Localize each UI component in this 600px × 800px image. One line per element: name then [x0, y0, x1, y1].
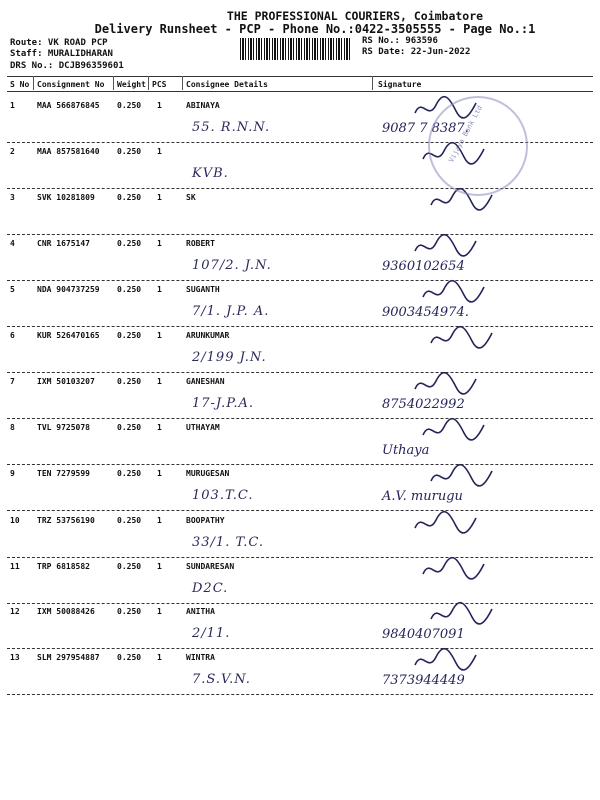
row-consignment-no: TRP 6818582: [37, 562, 90, 571]
row-weight: 0.250: [117, 562, 142, 571]
row-sno: 2: [10, 147, 15, 156]
signature-scribble: [418, 279, 488, 305]
row-signature-text: 9087 7 8387.: [382, 121, 469, 136]
row-sno: 7: [10, 377, 15, 386]
signature-scribble: [410, 510, 480, 536]
signature-scribble: [418, 417, 488, 443]
row-weight: 0.250: [117, 285, 142, 294]
row-signature-text: A.V. murugu: [382, 489, 463, 504]
row-pcs: 1: [157, 653, 162, 662]
row-pcs: 1: [157, 331, 162, 340]
col-signature: Signature: [378, 80, 422, 89]
row-divider: [7, 603, 593, 604]
row-consignee-name: ANITHA: [186, 607, 215, 616]
row-divider: [7, 510, 593, 511]
signature-scribble: [410, 647, 480, 673]
signature-scribble: [418, 556, 488, 582]
row-consignee-name: GANESHAN: [186, 377, 225, 386]
row-weight: 0.250: [117, 653, 142, 662]
row-consignee-name: UTHAYAM: [186, 423, 220, 432]
row-divider: [7, 326, 593, 327]
col-pcs: PCS: [152, 80, 167, 89]
row-pcs: 1: [157, 562, 162, 571]
row-signature-text: 8754022992: [382, 397, 465, 412]
row-consignee-address: 55. R.N.N.: [192, 120, 271, 135]
drs-label: DRS No.: DCJB96359601: [10, 61, 124, 71]
row-consignee-address: 103.T.C.: [192, 488, 254, 503]
row-signature-text: 9840407091: [382, 627, 465, 642]
row-sno: 8: [10, 423, 15, 432]
row-sno: 1: [10, 101, 15, 110]
row-consignment-no: IXM 50103207: [37, 377, 95, 386]
row-weight: 0.250: [117, 147, 142, 156]
row-divider: [7, 418, 593, 419]
row-divider: [7, 188, 593, 189]
row-weight: 0.250: [117, 331, 142, 340]
row-divider: [7, 694, 593, 695]
row-consignee-address: D2C.: [192, 581, 229, 596]
row-weight: 0.250: [117, 469, 142, 478]
row-consignee-address: 7/1. J.P. A.: [192, 304, 270, 319]
row-sno: 3: [10, 193, 15, 202]
row-signature-text: 7373944449: [382, 673, 465, 688]
row-pcs: 1: [157, 516, 162, 525]
row-consignee-address: 17-J.P.A.: [192, 396, 255, 411]
row-consignee-name: WINTRA: [186, 653, 215, 662]
col-sno: S No: [10, 80, 30, 89]
row-pcs: 1: [157, 193, 162, 202]
bank-seal-text: Vijaya Bank Ltd: [447, 104, 484, 164]
col-weight: Weight: [117, 80, 146, 89]
rs-date: RS Date: 22-Jun-2022: [362, 47, 471, 57]
row-signature-text: 9360102654: [382, 259, 465, 274]
row-consignee-name: SK: [186, 193, 196, 202]
row-sno: 10: [10, 516, 20, 525]
row-consignee-address: 2/199 J.N.: [192, 350, 267, 365]
signature-scribble: [426, 601, 496, 627]
row-consignee-address: KVB.: [192, 166, 229, 181]
row-consignment-no: MAA 857581640: [37, 147, 100, 156]
row-signature-text: Uthaya: [382, 443, 430, 458]
row-signature-text: 9003454974.: [382, 305, 469, 320]
row-consignee-name: SUNDARESAN: [186, 562, 235, 571]
row-pcs: 1: [157, 423, 162, 432]
row-consignment-no: TVL 9725078: [37, 423, 90, 432]
row-pcs: 1: [157, 377, 162, 386]
row-consignment-no: SVK 10281809: [37, 193, 95, 202]
row-sno: 9: [10, 469, 15, 478]
row-weight: 0.250: [117, 239, 142, 248]
row-consignment-no: CNR 1675147: [37, 239, 90, 248]
row-divider: [7, 280, 593, 281]
row-divider: [7, 557, 593, 558]
row-divider: [7, 464, 593, 465]
row-consignee-name: MURUGESAN: [186, 469, 230, 478]
col-consignee: Consignee Details: [186, 80, 268, 89]
row-sno: 4: [10, 239, 15, 248]
row-consignee-address: 107/2. J.N.: [192, 258, 272, 273]
row-consignment-no: KUR 526470165: [37, 331, 100, 340]
row-weight: 0.250: [117, 101, 142, 110]
row-consignee-name: BOOPATHY: [186, 516, 225, 525]
row-pcs: 1: [157, 469, 162, 478]
col-consignment: Consignment No: [37, 80, 105, 89]
row-weight: 0.250: [117, 516, 142, 525]
rs-number: RS No.: 963596: [362, 36, 438, 46]
row-consignee-name: ROBERT: [186, 239, 215, 248]
row-sno: 5: [10, 285, 15, 294]
signature-scribble: [426, 463, 496, 489]
row-consignment-no: IXM 50088426: [37, 607, 95, 616]
company-title: THE PROFESSIONAL COURIERS, Coimbatore: [226, 9, 484, 23]
header-bottom-rule: [7, 91, 593, 92]
signature-scribble: [426, 325, 496, 351]
row-sno: 12: [10, 607, 20, 616]
row-consignee-name: ARUNKUMAR: [186, 331, 230, 340]
row-pcs: 1: [157, 101, 162, 110]
runsheet-subtitle: Delivery Runsheet - PCP - Phone No.:0422-3505555 - Page No.:1: [94, 22, 536, 36]
signature-scribble: [410, 371, 480, 397]
staff-label: Staff: MURALIDHARAN: [10, 49, 113, 59]
row-consignee-address: 7.S.V.N.: [192, 672, 251, 687]
row-weight: 0.250: [117, 423, 142, 432]
row-consignment-no: TRZ 53756190: [37, 516, 95, 525]
barcode: [240, 38, 352, 60]
row-pcs: 1: [157, 285, 162, 294]
row-weight: 0.250: [117, 607, 142, 616]
row-consignment-no: TEN 7279599: [37, 469, 90, 478]
row-consignment-no: MAA 566876845: [37, 101, 100, 110]
row-sno: 13: [10, 653, 20, 662]
signature-scribble: [410, 233, 480, 259]
row-consignee-address: 2/11.: [192, 626, 231, 641]
row-weight: 0.250: [117, 193, 142, 202]
row-pcs: 1: [157, 239, 162, 248]
row-consignment-no: SLM 297954887: [37, 653, 100, 662]
row-consignment-no: NDA 904737259: [37, 285, 100, 294]
row-consignee-name: ABINAYA: [186, 101, 220, 110]
row-weight: 0.250: [117, 377, 142, 386]
row-consignee-address: 33/1. T.C.: [192, 535, 264, 550]
row-pcs: 1: [157, 147, 162, 156]
row-divider: [7, 648, 593, 649]
row-consignee-name: SUGANTH: [186, 285, 220, 294]
row-sno: 11: [10, 562, 20, 571]
row-sno: 6: [10, 331, 15, 340]
header-top-rule: [7, 76, 593, 77]
row-pcs: 1: [157, 607, 162, 616]
row-divider: [7, 372, 593, 373]
route-label: Route: VK ROAD PCP: [10, 38, 108, 48]
row-divider: [7, 234, 593, 235]
